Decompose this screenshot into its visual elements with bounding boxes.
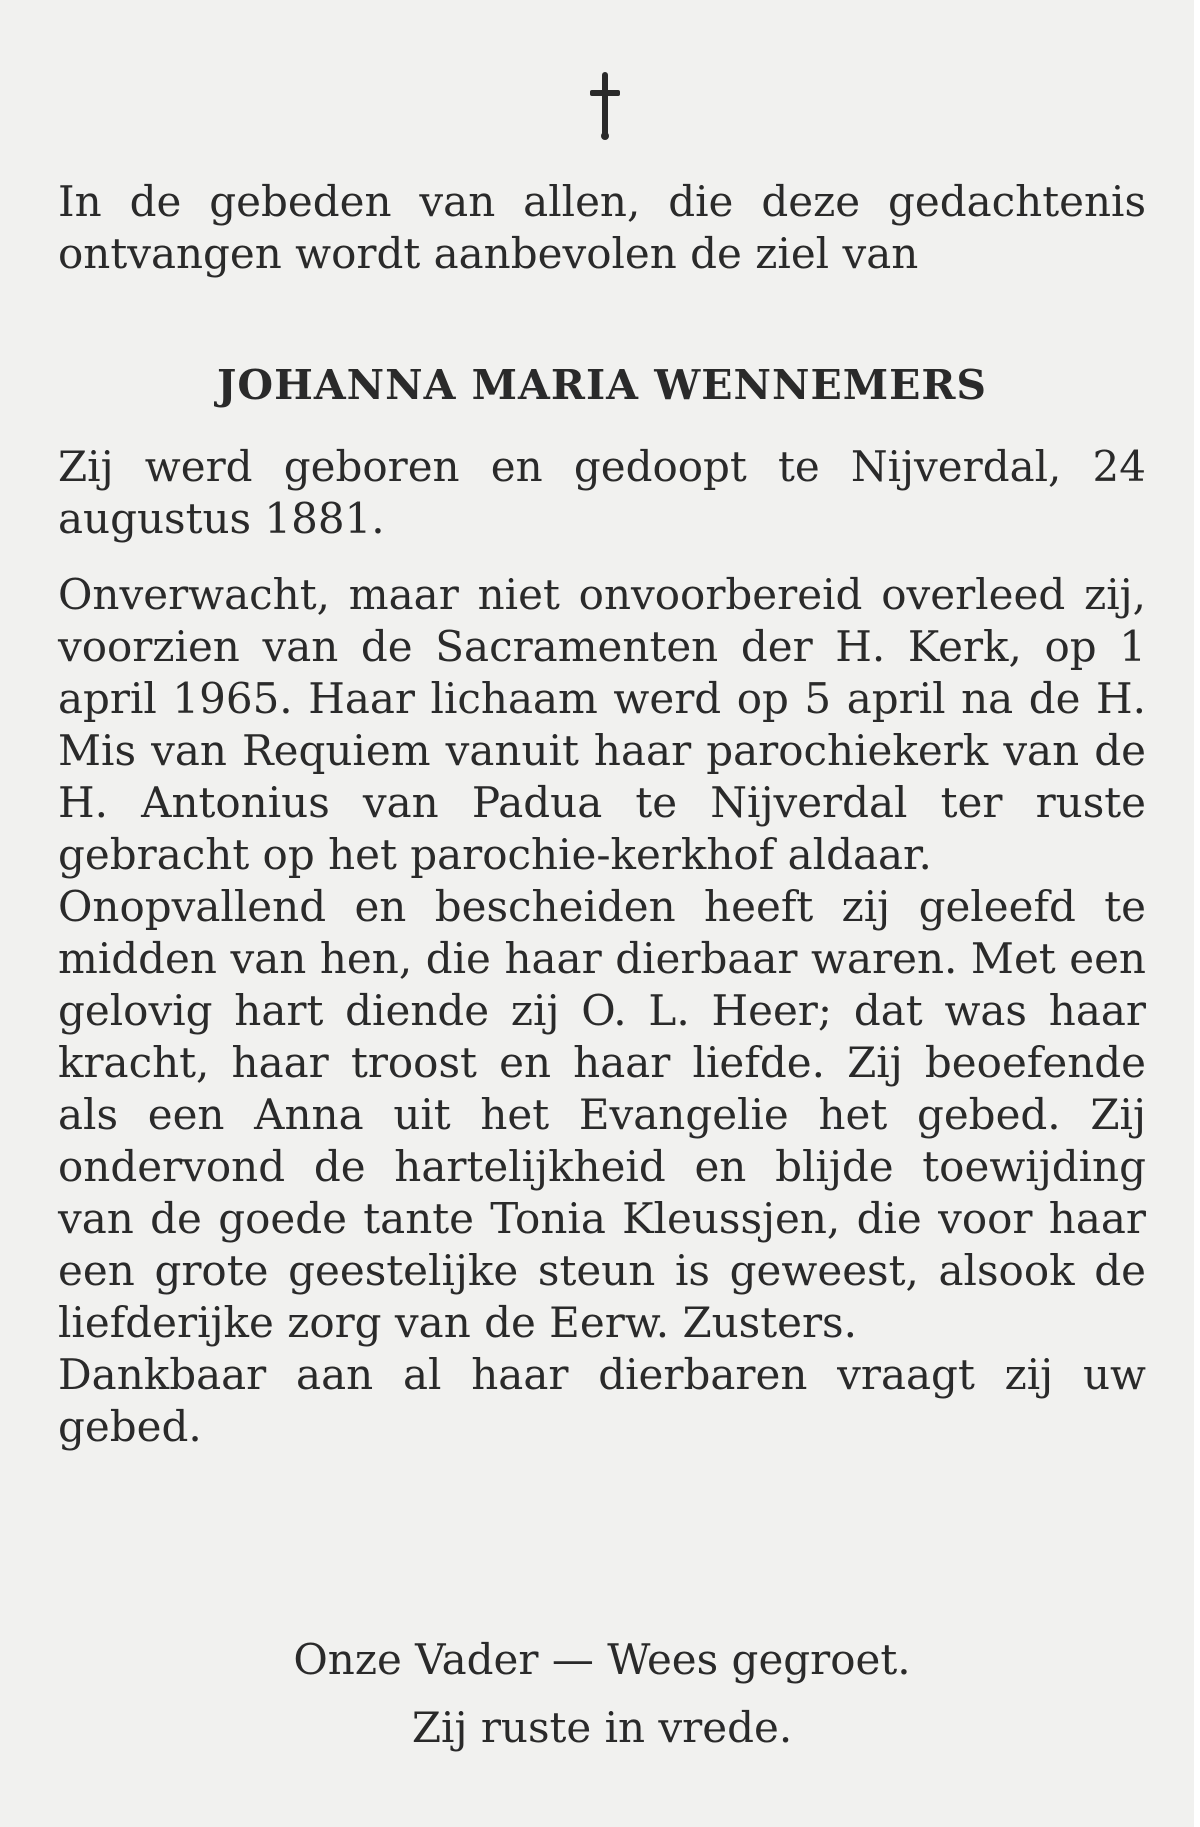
prayer-line: Onze Vader — Wees gegroet. — [293, 1635, 911, 1684]
deceased-name: JOHANNA MARIA WENNEMERS — [216, 361, 988, 409]
birth-paragraph: Zij werd geboren en gedoopt te Nijverdal, 24 augustus 1881. — [58, 442, 1146, 543]
rest-line: Zij ruste in vrede. — [411, 1703, 793, 1752]
life-text: Onopvallend en bescheiden heeft zij geleefd te midden van hen, die haar dierbaar waren. Met een gelovig hart diende zij O. L. Heer; dat was haar kracht, haar troost en haar liefde. Zij beoefende als een Anna uit het Evangelie het gebed. Zij ondervond de hartelijkheid en blijde toewijding van de goede tante Tonia Kleussjen, die voor haar een grote geestelijke steun is geweest, alsook de liefderijke zorg van de Eerw. Zusters. — [58, 882, 1146, 1347]
death-text: Onverwacht, maar niet onvoorbereid overleed zij, voorzien van de Sacramenten der H. Kerk, op 1 april 1965. Haar lichaam werd op 5 april na de H. Mis van Requiem vanuit haar parochiekerk van de H. Antonius van Padua te Nijverdal ter ruste gebracht op het parochie-kerkhof aldaar. — [58, 570, 1146, 879]
cross-icon — [590, 72, 620, 142]
death-paragraph — [58, 569, 1146, 1453]
intro-paragraph: In de gebeden van allen, die deze gedachtenis ontvangen wordt aanbevolen de ziel van — [58, 177, 1146, 278]
card-edge — [1194, 0, 1200, 1827]
thanks-text: Dankbaar aan al haar dierbaren vraagt zij uw gebed. — [58, 1350, 1146, 1451]
